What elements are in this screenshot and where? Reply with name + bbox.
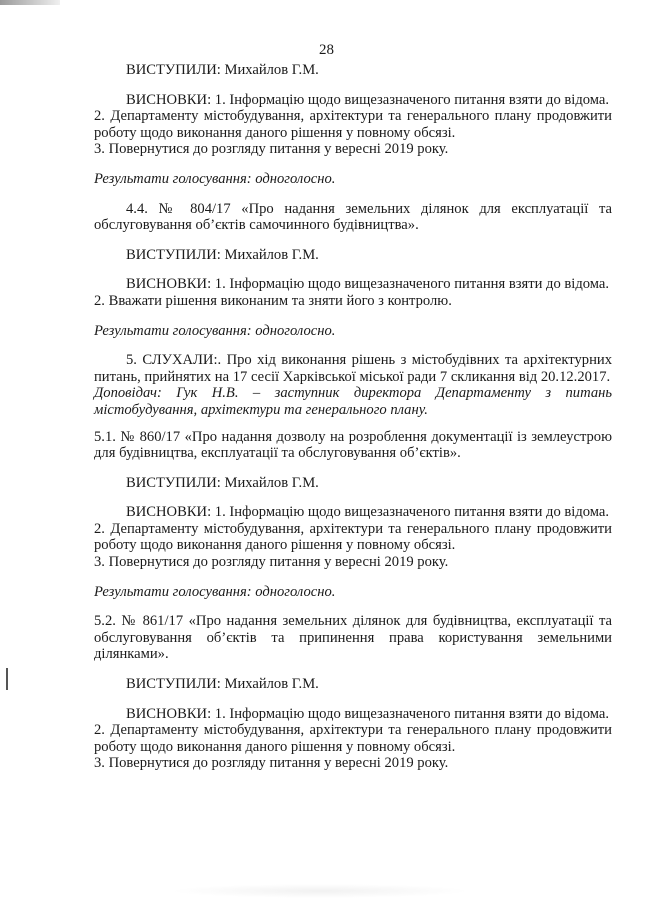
speaker-reporter: Доповідач: Гук Н.В. – заступник директора Департаменту з питань містобудування, архітектури та генерального плану. [94,385,612,418]
speakers-line: ВИСТУПИЛИ: Михайлов Г.М. [126,246,319,263]
voting-results: Результати голосування: одноголосно. [94,170,336,187]
agenda-item-5-2: 5.2. № 861/17 «Про надання земельних ділянок для будівництва, експлуатації та обслуговування об’єктів та припинення права користування земельними ділянками». [94,613,612,663]
scan-smudge [170,884,470,898]
voting-results: Результати голосування: одноголосно. [94,583,336,600]
conclusions-item-3: 3. Повернутися до розгляду питання у вересні 2019 року. [94,755,449,772]
conclusions-item-2: 2. Департаменту містобудування, архітектури та генерального плану продовжити роботу щодо виконання даного рішення у повному обсязі. [94,520,612,554]
conclusions-item-2: 2. Департаменту містобудування, архітектури та генерального плану продовжити роботу щодо виконання даного рішення у повному обсязі. [94,722,612,755]
protocol-text [94,62,612,772]
conclusions-item-3: 3. Повернутися до розгляду питання у вересні 2019 року. [94,554,449,571]
speakers-line: ВИСТУПИЛИ: Михайлов Г.М. [126,474,319,491]
voting-results: Результати голосування: одноголосно. [94,322,336,339]
conclusions-item-3: 3. Повернутися до розгляду питання у вересні 2019 року. [94,141,449,158]
speakers-line: ВИСТУПИЛИ: Михайлов Г.М. [126,676,319,693]
agenda-item-4-4: 4.4. № 804/17 «Про надання земельних ділянок для експлуатації та обслуговування об’єктів самочинного будівництва». [94,200,612,234]
conclusions-item-1: ВИСНОВКИ: 1. Інформацію щодо вищезазначеного питання взяти до відома. [126,504,610,521]
conclusions-item-1: ВИСНОВКИ: 1. Інформацію щодо вищезазначеного питання взяти до відома. [126,276,610,293]
conclusions-item-1: ВИСНОВКИ: 1. Інформацію щодо вищезазначеного питання взяти до відома. [126,91,610,108]
scan-artifact-left [6,668,8,690]
heard-item-5: 5. СЛУХАЛИ:. Про хід виконання рішень з містобудівних та архітектурних питань, прийнятих на 17 сесії Харківської міської ради 7 скликання від 20.12.2017. [94,352,612,385]
page-number: 28 [319,42,334,58]
scan-artifact-top [0,0,60,5]
conclusions-item-2: 2. Департаменту містобудування, архітектури та генерального плану продовжити роботу щодо виконання даного рішення у повному обсязі. [94,108,612,141]
conclusions-item-1: ВИСНОВКИ: 1. Інформацію щодо вищезазначеного питання взяти до відома. [126,705,610,722]
agenda-item-5-1: 5.1. № 860/17 «Про надання дозволу на розроблення документації із землеустрою для будівництва, експлуатації та обслуговування об’єктів». [94,428,612,462]
speakers-line: ВИСТУПИЛИ: Михайлов Г.М. [126,62,319,78]
conclusions-item-2: 2. Вважати рішення виконаним та зняти його з контролю. [94,292,452,309]
